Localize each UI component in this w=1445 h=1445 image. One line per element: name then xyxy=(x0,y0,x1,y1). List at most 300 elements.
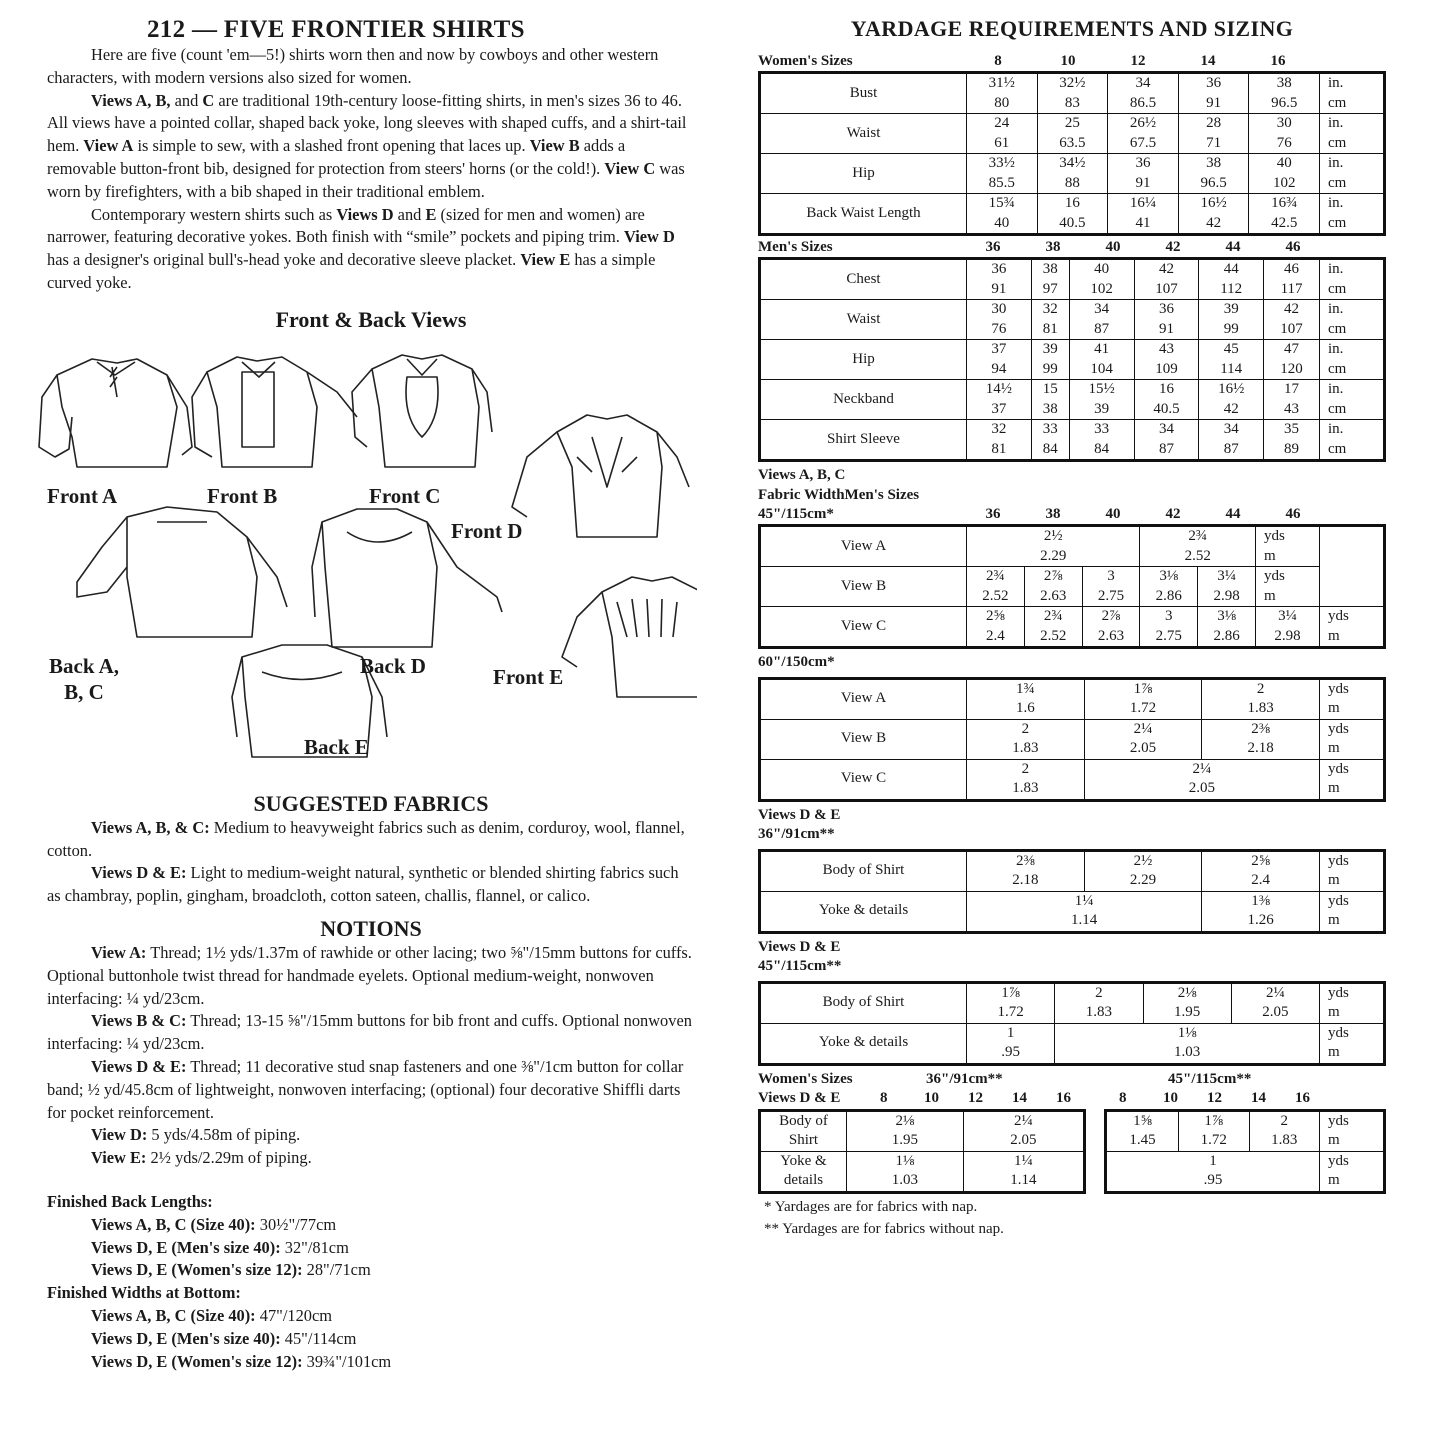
measure-cell xyxy=(1069,420,1134,461)
value-yds: 2⅝ xyxy=(986,608,1005,624)
unit-cm: cm xyxy=(1328,280,1347,297)
measure-cell xyxy=(1264,380,1320,420)
unit-cell xyxy=(1320,73,1385,114)
value-m: 2.29 xyxy=(1129,872,1157,888)
unit-m: m xyxy=(1328,700,1340,716)
value-m: 1.45 xyxy=(1129,1132,1156,1148)
notions-heading: NOTIONS xyxy=(320,915,422,941)
value-cm: 81 xyxy=(1042,320,1058,337)
label-front-e: Front E xyxy=(493,664,564,689)
yardage-cell xyxy=(1084,850,1202,891)
notion-item xyxy=(47,1010,695,1056)
value-m: 2.05 xyxy=(1010,1132,1037,1148)
value-m: 1.95 xyxy=(891,1132,919,1148)
measure-cell xyxy=(1031,340,1069,380)
value-in: 36 xyxy=(991,261,1007,277)
size-label: 16 xyxy=(1270,53,1286,69)
unit-cell xyxy=(1320,607,1385,648)
value-m: 2.05 xyxy=(1188,780,1215,796)
abc-header-line1: Views A, B, C xyxy=(758,467,846,483)
intro-text xyxy=(47,44,695,295)
measure-cell xyxy=(967,73,1038,114)
value-cm: 61 xyxy=(994,134,1010,151)
header-label: Men's Sizes xyxy=(758,239,833,255)
finished-width-heading: Finished Widths at Bottom: xyxy=(47,1283,241,1303)
value-cm: 97 xyxy=(1042,280,1058,297)
yardage-cell xyxy=(1202,850,1320,891)
measure-cell xyxy=(967,420,1032,461)
unit-cm: cm xyxy=(1328,214,1347,231)
yardage-cell xyxy=(1198,567,1256,607)
measure-cell xyxy=(1069,380,1134,420)
value-in: 36 xyxy=(1158,301,1174,317)
text-run: Light to medium-weight natural, synthetic or blended shirting fabrics such as chambray, poplin, gingham, broadcloth, cotton sateen, challis, flannel, or calico. xyxy=(47,863,679,906)
unit-in: in. xyxy=(1328,115,1344,131)
measure-cell xyxy=(1134,420,1199,461)
text-run: 47"/120cm xyxy=(255,1305,332,1325)
yardage-cell xyxy=(1082,567,1140,607)
value-yds: 2½ xyxy=(1043,528,1063,544)
measure-cell xyxy=(1069,340,1134,380)
value-cm: 83 xyxy=(1064,94,1080,111)
unit-cell xyxy=(1320,891,1385,932)
measure-cell xyxy=(967,380,1032,420)
measure-cell xyxy=(1037,194,1108,235)
unit-in: in. xyxy=(1328,341,1344,357)
value-cm: 84 xyxy=(1094,440,1110,457)
measure-cell xyxy=(1031,380,1069,420)
size-label: 36 xyxy=(985,239,1001,255)
shirt-sketch-graphic xyxy=(17,337,697,773)
value-in: 37 xyxy=(991,341,1007,357)
value-yds: 1⅜ xyxy=(1251,892,1271,909)
measure-cell xyxy=(1264,340,1320,380)
yardage-cell xyxy=(1106,1110,1179,1151)
size-label: 38 xyxy=(1045,239,1061,255)
bold-text: View E: xyxy=(91,1148,147,1168)
measure-cell xyxy=(1037,114,1108,154)
value-cm: 120 xyxy=(1280,360,1303,377)
value-yds: 1 xyxy=(1006,1024,1015,1041)
text-run: 2½ yds/2.29m of piping. xyxy=(146,1148,312,1168)
measure-cell xyxy=(1199,380,1264,420)
text-run: Thread; 11 decorative stud snap fasteners and one ⅜"/1cm button for collar band; ½ yd/45.8cm of lightweight, nonwoven interfacing; (optional) four decorative Shiffli darts for pocket reinforcement. xyxy=(47,1056,684,1122)
value-cm: 41 xyxy=(1135,214,1151,231)
unit-yds: yds xyxy=(1328,1112,1349,1129)
size-label: 12 xyxy=(1130,53,1146,69)
value-cm: 84 xyxy=(1042,440,1058,457)
bold-text: View A: xyxy=(91,942,147,962)
value-in: 34 xyxy=(1158,421,1174,437)
bold-text: Views D xyxy=(336,204,394,224)
value-cm: 117 xyxy=(1280,280,1303,297)
value-m: 2.52 xyxy=(1184,547,1211,564)
value-in: 34 xyxy=(1135,75,1151,91)
text-run: Thread; 13-15 ⅝"/15mm buttons for bib front and cuffs. Optional nonwoven interfacing: ¼ yd/23cm. xyxy=(47,1011,692,1054)
value-cm: 63.5 xyxy=(1059,134,1086,151)
unit-cell xyxy=(1320,1110,1385,1151)
value-m: 2.18 xyxy=(1012,872,1039,888)
value-cm: 102 xyxy=(1272,174,1296,191)
width-45-label: 45"/115cm** xyxy=(1168,1070,1252,1087)
measure-label: Hip xyxy=(760,340,967,380)
value-in: 42 xyxy=(1284,301,1300,317)
value-cm: 39 xyxy=(1094,400,1110,417)
value-yds: 1¾ xyxy=(1015,680,1035,697)
value-cm: 88 xyxy=(1064,174,1080,191)
text-run: has a simple curved yoke. xyxy=(47,250,656,292)
value-yds: 3 xyxy=(1165,608,1173,624)
value-yds: 2 xyxy=(1021,760,1030,777)
womens-size-table-header xyxy=(758,52,1313,71)
mens-size-table xyxy=(758,257,1386,462)
bold-text: Views D, E (Women's size 12): xyxy=(91,1260,303,1280)
size-label: 14 xyxy=(1012,1089,1027,1106)
unit-cell xyxy=(1256,526,1320,567)
measure-cell xyxy=(1031,420,1069,461)
women-sizes-label: Women's Sizes xyxy=(758,1070,853,1087)
row-label: View A xyxy=(760,526,967,567)
unit-cell xyxy=(1320,420,1385,461)
measure-label: Chest xyxy=(760,259,967,300)
notion-item xyxy=(47,1124,695,1147)
yardage-cell xyxy=(967,567,1025,607)
unit-m: m xyxy=(1328,780,1340,796)
value-cm: 99 xyxy=(1223,320,1239,337)
measure-cell xyxy=(1108,114,1179,154)
value-cm: 71 xyxy=(1206,134,1222,151)
measure-cell xyxy=(1199,340,1264,380)
notions-list xyxy=(47,942,695,1170)
value-in: 16¾ xyxy=(1271,195,1298,211)
yardage-cell xyxy=(967,719,1085,759)
size-label: 40 xyxy=(1105,239,1121,255)
unit-yds: yds xyxy=(1328,608,1349,624)
value-m: 1.26 xyxy=(1247,912,1274,928)
value-in: 14½ xyxy=(985,381,1012,397)
footnote: * Yardages are for fabrics with nap. xyxy=(764,1198,978,1215)
value-in: 35 xyxy=(1284,421,1300,437)
value-cm: 67.5 xyxy=(1129,134,1157,151)
value-cm: 104 xyxy=(1090,360,1113,377)
measure-cell xyxy=(1264,420,1320,461)
value-m: 1.72 xyxy=(997,1004,1024,1020)
size-label: 10 xyxy=(1163,1089,1178,1106)
yardage-cell xyxy=(1256,607,1320,648)
size-label: 44 xyxy=(1225,239,1241,255)
value-in: 41 xyxy=(1094,341,1110,357)
views-heading: Front & Back Views xyxy=(275,306,467,332)
yardage-cell xyxy=(1024,567,1082,607)
size-label: 14 xyxy=(1251,1089,1266,1106)
value-yds: 2¼ xyxy=(1266,984,1285,1001)
unit-cell xyxy=(1320,380,1385,420)
value-cm: 76 xyxy=(991,320,1007,337)
value-m: 1.03 xyxy=(891,1172,919,1188)
footnote: ** Yardages are for fabrics without nap. xyxy=(764,1220,1004,1237)
finished-width-item xyxy=(47,1305,695,1328)
unit-in: in. xyxy=(1328,381,1344,397)
women-de-45-table xyxy=(1104,1109,1386,1194)
yardage-cell xyxy=(847,1110,964,1151)
text-run: 45"/114cm xyxy=(280,1328,357,1348)
value-m: 2.4 xyxy=(986,627,1005,644)
measure-cell xyxy=(1249,194,1320,235)
mens-sizes-label: Men's Sizes xyxy=(844,486,920,503)
size-label: 16 xyxy=(1295,1089,1310,1106)
measure-cell xyxy=(1178,154,1249,194)
text-run: and xyxy=(393,204,426,224)
value-m: 1.95 xyxy=(1174,1004,1201,1020)
measure-label: Shirt Sleeve xyxy=(760,420,967,461)
value-yds: 2⅞ xyxy=(1101,608,1121,624)
row-label: View A xyxy=(760,678,967,719)
value-m: 2.52 xyxy=(982,587,1009,604)
value-m: .95 xyxy=(1001,1044,1020,1060)
yardage-cell xyxy=(1082,607,1140,648)
unit-cell xyxy=(1320,719,1385,759)
header-label: Women's Sizes xyxy=(758,53,853,69)
unit-yds: yds xyxy=(1328,680,1349,697)
size-label: 36 xyxy=(985,506,1001,522)
yardage-cell xyxy=(1084,759,1319,800)
text-run: adds a removable button-front bib, designed for protection from steers' horns (or the cold!). xyxy=(47,136,626,178)
value-yds: 2⅞ xyxy=(1043,568,1063,584)
finished-back-list xyxy=(47,1214,695,1282)
value-m: 1.03 xyxy=(1174,1044,1201,1060)
unit-cm: cm xyxy=(1328,360,1347,377)
value-in: 16½ xyxy=(1218,381,1245,397)
value-in: 38 xyxy=(1276,75,1292,91)
page-title: 212 — FIVE FRONTIER SHIRTS xyxy=(147,16,525,43)
value-cm: 89 xyxy=(1284,440,1300,457)
fabric-width-label: Fabric Width xyxy=(758,486,845,503)
unit-cell xyxy=(1320,300,1385,340)
value-yds: 3⅛ xyxy=(1159,568,1179,584)
fabrics-list xyxy=(47,817,695,908)
value-in: 16½ xyxy=(1200,195,1227,211)
value-yds: 2 xyxy=(1256,680,1265,697)
fabric-item xyxy=(47,817,695,863)
value-yds: 2½ xyxy=(1133,852,1153,869)
value-yds: 2¼ xyxy=(1014,1112,1033,1129)
text-run: Thread; 1½ yds/1.37m of rawhide or other lacing; two ⅝"/15mm buttons for cuffs. Optional buttonhole twist thread for handmade eyelets. Optional medium-weight, nonwoven interfacing: ¼ yd/23cm. xyxy=(47,942,692,1008)
footnotes xyxy=(758,1196,1386,1240)
measure-cell xyxy=(1199,259,1264,300)
size-label: 10 xyxy=(924,1089,939,1106)
value-cm: 40 xyxy=(994,214,1010,231)
value-cm: 87 xyxy=(1158,440,1174,457)
unit-yds: yds xyxy=(1328,984,1349,1001)
value-yds: 2 xyxy=(1280,1112,1288,1129)
value-in: 34 xyxy=(1094,301,1110,317)
value-in: 34 xyxy=(1223,421,1239,437)
measure-cell xyxy=(1264,259,1320,300)
value-yds: 3¼ xyxy=(1278,608,1297,624)
text-run: and xyxy=(170,90,203,110)
value-yds: 2 xyxy=(1021,720,1030,737)
unit-yds: yds xyxy=(1264,528,1285,544)
value-cm: 91 xyxy=(1206,94,1222,111)
value-cm: 42.5 xyxy=(1271,214,1298,231)
yardage-cell xyxy=(1055,1023,1320,1064)
measure-cell xyxy=(1037,154,1108,194)
measure-label: Back Waist Length xyxy=(760,194,967,235)
text-run: Contemporary western shirts such as xyxy=(91,204,337,224)
value-yds: 2⅛ xyxy=(895,1112,915,1129)
yardage-cell xyxy=(963,1110,1084,1151)
value-yds: 1⅞ xyxy=(1001,984,1020,1001)
value-m: 1.83 xyxy=(1247,700,1274,716)
measure-cell xyxy=(1134,340,1199,380)
yardage-cell xyxy=(847,1151,964,1192)
unit-cell xyxy=(1320,678,1385,719)
womens-size-table xyxy=(758,71,1386,236)
value-cm: 42 xyxy=(1206,214,1222,231)
yardage-tables xyxy=(758,52,1386,1240)
header-label: 45"/115cm* xyxy=(758,506,834,522)
size-label: 44 xyxy=(1225,506,1241,522)
unit-cell xyxy=(1320,194,1385,235)
value-in: 40 xyxy=(1094,261,1110,277)
measure-label: Waist xyxy=(760,114,967,154)
value-yds: 3⅛ xyxy=(1217,608,1236,624)
row-label: Body of Shirt xyxy=(760,1110,847,1151)
abc-45-table xyxy=(758,524,1386,649)
value-in: 26½ xyxy=(1129,115,1157,131)
finished-back-item xyxy=(47,1259,695,1282)
value-m: 2.86 xyxy=(1155,587,1182,604)
unit-cell xyxy=(1320,114,1385,154)
women-de-header xyxy=(758,1070,1386,1109)
text-run: is simple to sew, with a slashed front opening that laces up. xyxy=(133,136,530,156)
unit-cell xyxy=(1320,982,1385,1023)
value-in: 39 xyxy=(1223,301,1239,317)
size-label: 12 xyxy=(968,1089,983,1106)
label-front-a: Front A xyxy=(47,483,118,508)
value-m: 2.05 xyxy=(1262,1004,1289,1020)
value-m: 2.63 xyxy=(1097,627,1125,644)
value-yds: 1⅝ xyxy=(1133,1112,1152,1129)
unit-yds: yds xyxy=(1328,1024,1349,1041)
shirt-illustrations xyxy=(47,337,695,773)
measure-cell xyxy=(1134,300,1199,340)
bold-text: Views D & E: xyxy=(91,1056,187,1076)
value-m: 2.98 xyxy=(1213,587,1240,604)
unit-yds: yds xyxy=(1328,852,1349,869)
unit-cm: cm xyxy=(1328,400,1347,417)
text-run: are traditional 19th-century loose-fitting shirts, in men's sizes 36 to 46. All views have a pointed collar, shaped back yoke, long sleeves with shaped cuffs, and a shirt-tail hem. xyxy=(47,90,687,156)
measure-cell xyxy=(1069,300,1134,340)
value-m: 2.52 xyxy=(1040,627,1067,644)
value-cm: 94 xyxy=(991,360,1007,377)
value-cm: 96.5 xyxy=(1271,94,1298,111)
value-cm: 37 xyxy=(991,400,1007,417)
bold-text: Views A, B, xyxy=(91,90,171,110)
unit-in: in. xyxy=(1328,261,1344,277)
label-front-b: Front B xyxy=(207,483,278,508)
notion-item xyxy=(47,942,695,1010)
yardage-cell xyxy=(1143,982,1231,1023)
value-m: 1.83 xyxy=(1085,1004,1112,1020)
measure-cell xyxy=(1249,114,1320,154)
yardage-cell xyxy=(963,1151,1084,1192)
value-m: .95 xyxy=(1203,1172,1223,1188)
bold-text: Views A, B, & C: xyxy=(91,817,210,837)
size-label: 40 xyxy=(1105,506,1121,522)
size-label: 16 xyxy=(1056,1089,1071,1106)
fabrics-heading: SUGGESTED FABRICS xyxy=(253,790,489,816)
abc-60-table xyxy=(758,677,1386,802)
measure-cell xyxy=(1134,380,1199,420)
bold-text: Views D & E: xyxy=(91,863,187,883)
row-label: Yoke & details xyxy=(760,1023,967,1064)
yardage-cell xyxy=(1202,678,1320,719)
unit-cell xyxy=(1320,1151,1385,1192)
unit-m: m xyxy=(1328,1172,1340,1188)
value-cm: 76 xyxy=(1276,134,1292,151)
value-m: 1.72 xyxy=(1129,700,1157,716)
bold-text: View D: xyxy=(91,1125,148,1145)
unit-cm: cm xyxy=(1328,134,1347,151)
yardage-cell xyxy=(1024,607,1082,648)
measure-cell xyxy=(1031,259,1069,300)
bold-text: View A xyxy=(83,136,134,156)
text-run: was worn by firefighters, with a bib shaped in their traditional emblem. xyxy=(47,158,685,201)
unit-in: in. xyxy=(1328,421,1344,437)
value-in: 38 xyxy=(1042,261,1058,277)
value-in: 36 xyxy=(1206,75,1222,91)
measure-cell xyxy=(1199,420,1264,461)
value-in: 47 xyxy=(1284,341,1300,357)
unit-m: m xyxy=(1264,547,1276,564)
measure-cell xyxy=(1199,300,1264,340)
value-cm: 91 xyxy=(1158,320,1174,337)
value-in: 32 xyxy=(991,421,1007,437)
value-yds: 1¼ xyxy=(1074,892,1094,909)
unit-cm: cm xyxy=(1328,320,1347,337)
text-run: 5 yds/4.58m of piping. xyxy=(147,1125,301,1145)
value-in: 16 xyxy=(1158,381,1174,397)
text-run: Medium to heavyweight fabrics such as denim, corduroy, wool, flannel, cotton. xyxy=(47,817,685,860)
value-m: 2.63 xyxy=(1040,587,1067,604)
unit-cell xyxy=(1320,759,1385,800)
value-yds: 1⅞ xyxy=(1204,1112,1224,1129)
value-yds: 2 xyxy=(1095,984,1103,1001)
measure-cell xyxy=(1108,154,1179,194)
yardage-cell xyxy=(967,891,1202,932)
right-column xyxy=(758,16,1386,1240)
value-in: 17 xyxy=(1284,381,1300,397)
yardage-cell xyxy=(1140,526,1256,567)
views-de-label: Views D & E xyxy=(758,1089,841,1106)
measure-cell xyxy=(967,300,1032,340)
value-in: 30 xyxy=(991,301,1007,317)
yardage-cell xyxy=(967,607,1025,648)
value-yds: 1⅛ xyxy=(1177,1024,1197,1041)
unit-yds: yds xyxy=(1328,892,1349,909)
row-label: View C xyxy=(760,759,967,800)
bold-text: View E xyxy=(520,250,571,270)
size-label: 12 xyxy=(1207,1089,1222,1106)
bold-text: Views D, E (Men's size 40): xyxy=(91,1328,281,1348)
unit-m: m xyxy=(1328,740,1340,756)
value-in: 31½ xyxy=(988,75,1015,91)
value-in: 34½ xyxy=(1059,155,1086,171)
finished-back-heading: Finished Back Lengths: xyxy=(47,1191,213,1211)
measure-label: Waist xyxy=(760,300,967,340)
label-back-e: Back E xyxy=(304,734,369,759)
